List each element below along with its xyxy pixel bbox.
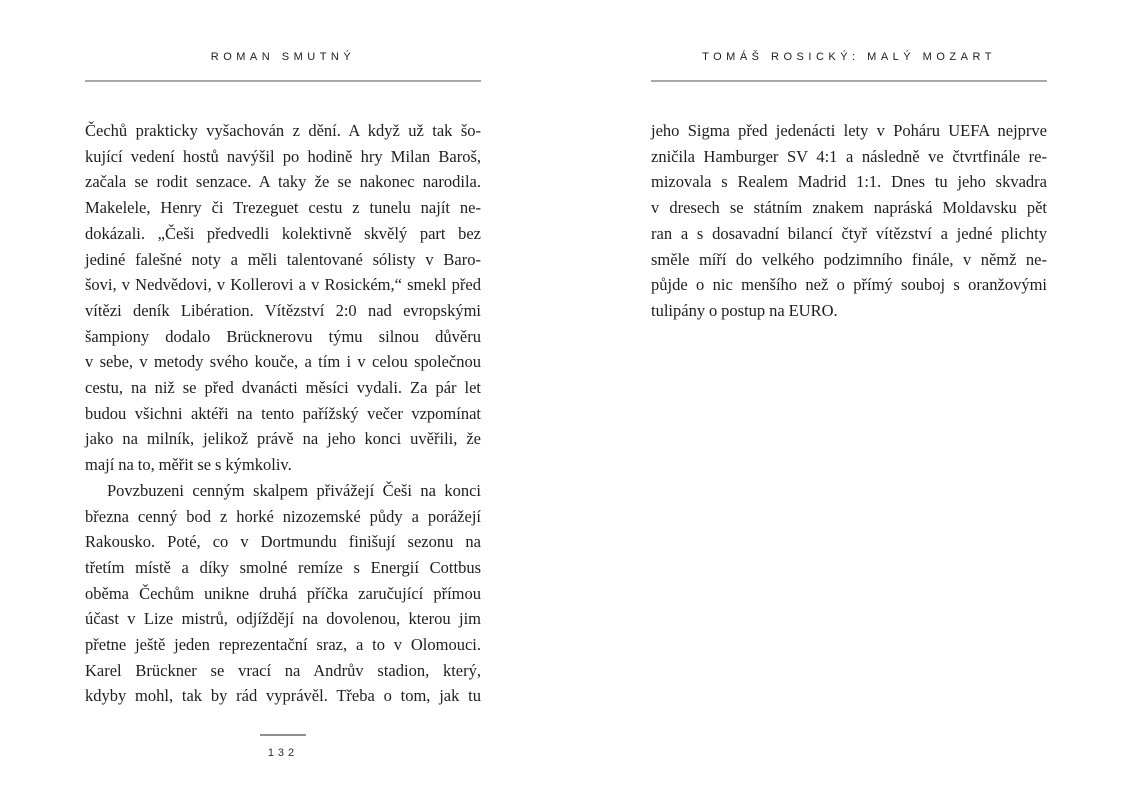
text-line: zničila Hamburger SV 4:1 a následně ve čtvrtfinále re- (651, 146, 1047, 166)
text-line: ran a s dosavadní bilancí čtyř vítězství a jedné plichty (651, 223, 1047, 243)
text-line: kující vedení hostů navýšil po hodině hry Milan Baroš, (85, 146, 481, 166)
text-line: třetím místě a díky smolné remíze s Energií Cottbus (85, 557, 481, 577)
text-line: šampiony dodalo Brücknerovu týmu silnou důvěru (85, 326, 481, 346)
text-line: mizovala s Realem Madrid 1:1. Dnes tu jeho skvadra (651, 172, 1047, 192)
text-line: kdyby mohl, tak by rád vyprávěl. Třeba o tom, jak tu (85, 686, 481, 706)
text-line: dokázali. „Češi předvedli kolektivně skvělý part bez (85, 223, 481, 243)
text-line: začala se rodit senzace. A taky že se nakonec narodila. (85, 172, 481, 192)
text-line: cestu, na niž se před dvanácti měsíci vydali. Za pár let (85, 378, 481, 398)
text-line: Povzbuzeni cenným skalpem přivážejí Češi na konci (107, 480, 481, 500)
text-line: v dresech se státním znakem napráská Moldavsku pět (651, 198, 1047, 218)
text-line: Karel Brückner se vrací na Andrův stadion, který, (85, 660, 481, 680)
text-line: jako na milník, jelikož právě na jeho konci uvěřili, že (85, 429, 481, 449)
page-number: 132 (267, 747, 299, 759)
text-line: v sebe, v metody svého kouče, a tím i v celou společnou (85, 352, 481, 372)
text-line: vítězi deník Libération. Vítězství 2:0 nad evropskými (85, 300, 481, 320)
header-rule-right (651, 80, 1047, 82)
text-line: směle míří do velkého podzimního finále, v němž ne- (651, 249, 1047, 269)
text-line: účast v Lize mistrů, odjíždějí na dovolenou, kterou jim (85, 609, 481, 629)
text-line: Čechů prakticky vyšachován z dění. A když už tak šo- (85, 121, 481, 140)
text-line: oběma Čechům unikne druhá příčka zaručující přímou (85, 583, 481, 603)
text-line: jeho Sigma před jedenácti lety v Poháru UEFA nejprve (651, 121, 1047, 140)
footer-rule (260, 734, 306, 736)
text-line: šovi, v Nedvědovi, v Kollerovi a v Rosickém,“ smekl před (85, 275, 481, 295)
text-line: mají na to, měřit se s kýmkoliv. (85, 455, 292, 475)
page-right (651, 0, 1047, 800)
text-line: jediné falešné noty a měli talentované sólisty v Baro- (85, 249, 481, 269)
running-header-left: ROMAN SMUTNÝ (210, 51, 356, 63)
header-rule-left (85, 80, 481, 82)
body-text-right (651, 118, 1047, 324)
text-line: Rakousko. Poté, co v Dortmundu finišují sezonu na (85, 532, 481, 552)
running-header-right: TOMÁŠ ROSICKÝ: MALÝ MOZART (702, 51, 996, 63)
text-line: března cenný bod z horké nizozemské půdy a porážejí (85, 506, 481, 526)
text-line: budou všichni aktéři na tento pařížský večer vzpomínat (85, 403, 481, 423)
page-left (85, 0, 481, 800)
text-line: Makelele, Henry či Trezeguet cestu z tunelu najít ne- (85, 198, 481, 218)
text-line: půjde o nic menšího než o přímý souboj s oranžovými (651, 275, 1047, 295)
text-line: tulipány o postup na EURO. (651, 300, 838, 320)
text-line: přetne ještě jeden reprezentační sraz, a to v Olomouci. (85, 635, 481, 655)
body-text-left (85, 118, 481, 709)
